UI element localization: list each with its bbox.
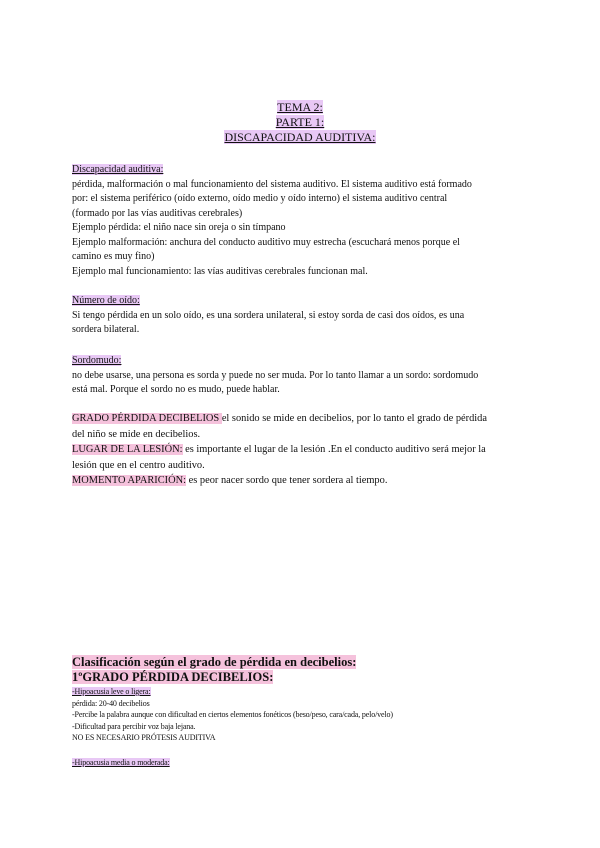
paragraph-line: pérdida, malformación o mal funcionamiento del sistema auditivo. El sistema auditivo está formado (72, 178, 472, 190)
paragraph-line: sordera bilateral. (72, 324, 140, 335)
subheading-leve: -Hipoacusia leve o ligera: (72, 687, 151, 696)
subheading-media: -Hipoacusia media o moderada: (72, 758, 170, 767)
paragraph-line: está mal. Porque el sordo no es mudo, puede hablar. (72, 384, 280, 395)
section-discapacidad (72, 163, 532, 279)
paragraph-text: es importante el lugar de la lesión .En el conducto auditivo será mejor la (182, 444, 486, 455)
keyword-lugar: LUGAR DE LA LESIÓN: (72, 444, 183, 455)
title-line-3 (0, 130, 600, 144)
section-heading: Número de oído: (72, 295, 140, 306)
section-sordomudo (72, 354, 532, 398)
hipoacusia-leve-block (72, 686, 542, 744)
paragraph-line: Ejemplo malformación: anchura del conducto auditivo muy estrecha (escuchará menos porque el (72, 236, 460, 248)
paragraph-line: Ejemplo pérdida: el niño nace sin oreja o sin tímpano (72, 222, 286, 233)
paragraph-text: es peor nacer sordo que tener sordera al tiempo. (186, 475, 388, 486)
list-line: pérdida: 20-40 decibelios (72, 698, 150, 708)
section-numero-oido (72, 294, 532, 338)
keyword-momento: MOMENTO APARICIÓN: (72, 475, 187, 486)
list-line: NO ES NECESARIO PRÓTESIS AUDITIVA (72, 733, 216, 742)
paragraph-text: el sonido se mide en decibelios, por lo tanto el grado de pérdida (221, 413, 487, 424)
grado-heading (72, 670, 273, 684)
paragraph-line: (formado por las vías auditivas cerebrales) (72, 207, 243, 219)
paragraph-line: del niño se mide en decibelios. (72, 428, 201, 440)
hipoacusia-media-block (72, 757, 542, 769)
paragraph-line: no debe usarse, una persona es sorda y puede no ser muda. Por lo tanto llamar a un sordo: sordomudo (72, 369, 479, 381)
section-heading: Sordomudo: (72, 355, 122, 366)
section-factores (72, 411, 532, 489)
title-line-1 (0, 100, 600, 114)
list-line: -Dificultad para percibir voz baja lejana. (72, 721, 196, 731)
paragraph-line: por: el sistema periférico (oído externo, oído medio y oído interno) el sistema auditivo central (72, 193, 448, 204)
grado-title: 1ºGRADO PÉRDIDA DECIBELIOS: (72, 670, 274, 684)
paragraph-line: Si tengo pérdida en un solo oído, es una sordera unilateral, si estoy sorda de casi dos oídos, es una (72, 309, 465, 321)
paragraph-line: camino es muy fino) (72, 251, 155, 262)
paragraph-line: Ejemplo mal funcionamiento: las vías auditivas cerebrales funcionan mal. (72, 265, 368, 277)
classification-heading (72, 655, 356, 669)
list-line: -Percibe la palabra aunque con dificultad en ciertos elementos fonéticos (beso/peso, cara/cada, pelo/velo) (72, 710, 393, 719)
section-heading: Discapacidad auditiva: (72, 164, 164, 175)
title-parte: PARTE 1: (275, 115, 325, 129)
title-line-2 (0, 115, 600, 129)
classification-title: Clasificación según el grado de pérdida en decibelios: (72, 655, 357, 669)
title-discapacidad: DISCAPACIDAD AUDITIVA: (224, 130, 376, 144)
paragraph-line: lesión que en el centro auditivo. (72, 459, 205, 471)
title-tema: TEMA 2: (277, 100, 323, 114)
keyword-grado: GRADO PÉRDIDA DECIBELIOS (72, 413, 222, 424)
